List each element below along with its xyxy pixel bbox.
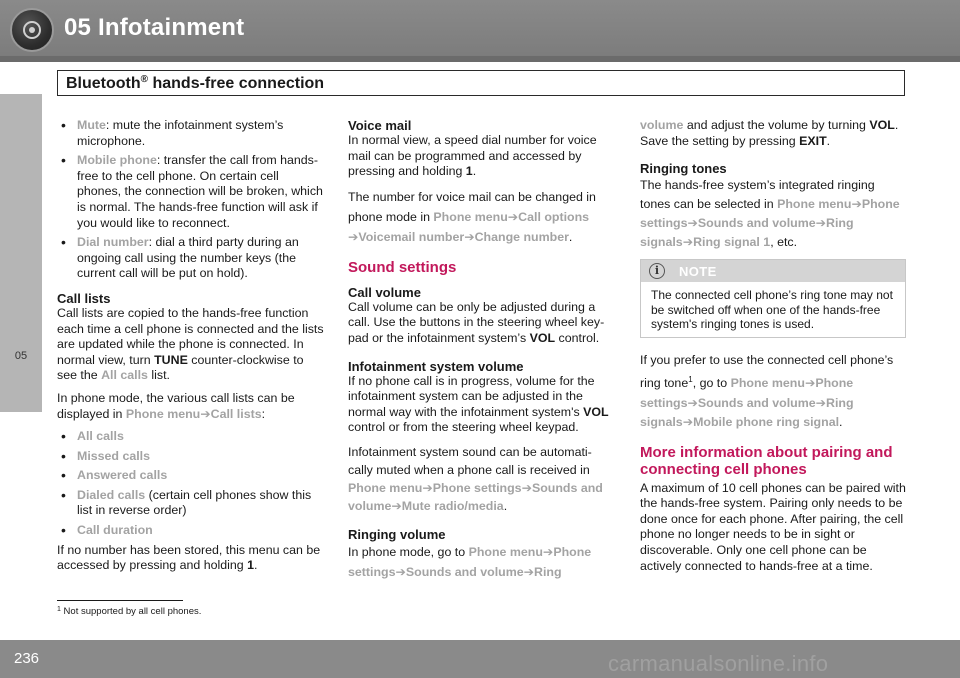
menu-term: Answered calls [77, 468, 168, 483]
arrow-right-icon: ➔ [391, 498, 402, 513]
text: In phone mode, the various call lists can be displayed in [57, 390, 295, 421]
list-item [57, 523, 325, 539]
call-lists-list [57, 429, 325, 539]
menu-term: Phone settings [640, 376, 854, 410]
text: . [839, 414, 843, 429]
call-volume-heading: Call volume [348, 284, 421, 300]
section-title [66, 74, 324, 93]
note-header [641, 260, 905, 282]
arrow-right-icon: ➔ [687, 216, 698, 231]
list-item [57, 468, 325, 484]
ringing-tones-heading: Ringing tones [640, 161, 727, 177]
arrow-right-icon: ➔ [687, 395, 698, 410]
menu-term: Ring [534, 564, 562, 579]
ringing-volume-paragraph [348, 542, 616, 582]
menu-term: Call duration [77, 523, 153, 538]
menu-term: Phone menu [468, 544, 543, 559]
list-item [57, 118, 325, 149]
menu-term: Sounds and volume [697, 395, 816, 410]
text: In phone mode, go to [348, 544, 469, 559]
list-item-text: : mute the infotainment system’s microphone. [77, 118, 284, 148]
key-1: 1 [247, 558, 255, 573]
menu-term: Sounds and volume [405, 564, 524, 579]
text: Infotainment system sound can be automati-cally muted when a phone call is received in [348, 444, 592, 477]
arrow-right-icon: ➔ [523, 564, 535, 579]
menu-term: Voicemail number [358, 229, 465, 244]
infotainment-volume-paragraph [348, 374, 616, 436]
menu-term: Call options [518, 209, 590, 224]
info-icon: i [649, 263, 665, 279]
menu-term: Phone menu [433, 209, 508, 224]
ringing-volume-heading: Ringing volume [348, 526, 446, 542]
key-1: 1 [465, 164, 473, 179]
more-information-heading: More information about pairing and connecting cell phones [640, 443, 893, 478]
menu-term-phone-menu: Phone menu [125, 406, 201, 421]
text: In normal view, a speed dial number for voice mail can be programmed and accessed by pressing and holding [348, 133, 597, 179]
arrow-right-icon: ➔ [851, 197, 862, 212]
list-item [57, 429, 325, 445]
menu-term-mobile-phone: Mobile phone [77, 153, 157, 168]
exit-control: EXIT [799, 133, 827, 148]
text: counter-clockwise to see the [57, 352, 304, 383]
arrow-right-icon: ➔ [815, 395, 827, 410]
ringing-tones-paragraph [640, 176, 906, 252]
text: Call volume can be only be adjusted during a call. Use the buttons in the steering wheel key-pad or the infotainment system’s [348, 299, 605, 345]
text: If you prefer to use the connected cell phone’s ring tone [640, 353, 894, 391]
column-1 [57, 118, 325, 581]
vol-control: VOL [583, 404, 609, 419]
call-lists-paragraph [57, 306, 325, 384]
text: The hands-free system’s integrated ringing tones can be selected in [640, 178, 875, 212]
text: . [568, 229, 573, 244]
footnote-text: Not supported by all cell phones. [60, 606, 202, 617]
infotainment-mute-paragraph [348, 443, 616, 515]
closing-paragraph [57, 543, 325, 574]
voice-mail-paragraph [348, 133, 616, 180]
menu-term: Dialed calls [77, 487, 146, 502]
text: , go to [692, 376, 731, 391]
arrow-right-icon: ➔ [521, 480, 532, 495]
text: . [472, 164, 477, 179]
footnote-rule [57, 600, 183, 601]
menu-term: Missed calls [77, 448, 151, 463]
arrow-right-icon: ➔ [542, 544, 554, 559]
arrow-right-icon: ➔ [815, 216, 827, 231]
section-title-main: Bluetooth [66, 75, 141, 92]
call-lists-heading: Call lists [57, 290, 111, 306]
voice-mail-heading: Voice mail [348, 118, 412, 133]
arrow-right-icon: ➔ [395, 564, 406, 579]
footnote-ref: 1 [688, 375, 693, 385]
menu-term: Phone menu [777, 197, 852, 212]
menu-term: Phone menu [348, 480, 423, 495]
text: control or from the steering wheel keypad. [348, 420, 579, 435]
note-body: The connected cell phone’s ring tone may not be switched off when one of the hands-free system's ringing tones is used. [651, 288, 893, 331]
text: and adjust the volume by turning [683, 118, 870, 132]
menu-term-dial-number: Dial number [77, 235, 149, 250]
menu-term: Phone settings [640, 197, 900, 231]
section-header [57, 70, 905, 96]
vol-control: VOL [869, 118, 895, 132]
text: . [503, 498, 508, 513]
arrow-right-icon: ➔ [422, 480, 433, 495]
text: . [826, 133, 831, 148]
menu-term: Phone settings [432, 480, 522, 495]
column-3 [640, 118, 906, 581]
chapter-side-tab [0, 94, 42, 412]
text: Call lists are copied to the hands-free function each time a cell phone is connected and the lists are updated while the phone is connected. In normal view, turn [57, 305, 324, 367]
preference-paragraph [640, 351, 906, 431]
arrow-right-icon: ➔ [348, 229, 359, 244]
menu-term: All calls [77, 429, 124, 444]
arrow-right-icon: ➔ [682, 235, 694, 250]
menu-term: Sounds and volume [348, 480, 603, 513]
text: . Save the setting by pressing [640, 118, 899, 148]
menu-term: Mute radio/media [401, 498, 504, 513]
column-2 [348, 118, 616, 589]
menu-term-call-lists: Call lists [210, 406, 262, 421]
note-title: NOTE [679, 264, 717, 280]
page-number: 236 [14, 650, 40, 667]
menu-term: Sounds and volume [697, 216, 816, 231]
header-strip [0, 56, 960, 62]
footnote-number: 1 [57, 606, 61, 613]
vol-control: VOL [529, 330, 556, 345]
chapter-title: 05 Infotainment [64, 14, 245, 41]
text: . [254, 558, 258, 573]
text: If no phone call is in progress, volume for the infotainment system can be adjusted in the normal way with the infotainment system's [348, 373, 595, 419]
list-item-text: (certain cell phones show this list in reverse order) [77, 487, 312, 518]
arrow-right-icon: ➔ [682, 414, 694, 429]
more-information-paragraph: A maximum of 10 cell phones can be paired with the hands-free system. Pairing only needs to be done once for each phone. After pairing, the cell phone no longer needs to be in sight or discoverable. Only one cell phone can be actively connected to hands-free at a time. [640, 480, 906, 573]
side-tab-label: 05 [14, 350, 28, 362]
menu-term-all-calls: All calls [101, 368, 148, 383]
arrow-right-icon: ➔ [464, 229, 475, 244]
footnote [57, 606, 201, 617]
call-options-list [57, 118, 325, 282]
cd-disc-icon [10, 8, 54, 52]
text: : [261, 406, 266, 421]
arrow-right-icon: ➔ [507, 209, 519, 224]
menu-term: Ring signals [640, 216, 854, 250]
list-item [57, 449, 325, 465]
text: list. [147, 368, 170, 383]
ringing-volume-continued [640, 118, 906, 149]
menu-term: Ring signal 1 [693, 235, 771, 250]
call-volume-paragraph [348, 300, 616, 347]
infotainment-volume-heading: Infotainment system volume [348, 358, 524, 374]
arrow-right-icon: ➔ [804, 376, 816, 391]
note-box [640, 259, 906, 338]
sound-settings-heading: Sound settings [348, 258, 457, 276]
list-item [57, 488, 325, 519]
list-item-text: : dial a third party during an ongoing call using the number keys (the current call will be put on hold). [77, 235, 299, 281]
list-item [57, 235, 325, 282]
text: , etc. [770, 235, 798, 250]
spacer [348, 276, 616, 285]
voice-mail-paragraph-2 [348, 187, 616, 247]
list-item-text: : transfer the call from hands-free to the cell phone. On certain cell phones, the connection will be broken, which is normal. The hands-free function will ask if you would like to reconnect. [77, 153, 323, 230]
registered-mark: ® [140, 74, 149, 85]
section-title-rest: hands-free connection [148, 75, 325, 92]
text: control. [555, 330, 600, 345]
menu-term: Phone settings [348, 544, 592, 579]
text: The number for voice mail can be changed in phone mode in [348, 189, 596, 224]
disc-hole [29, 27, 35, 33]
menu-term: Phone menu [730, 376, 805, 391]
call-lists-paragraph-2 [57, 391, 325, 422]
text: If no number has been stored, this menu can be accessed by pressing and holding [57, 542, 321, 573]
menu-term: Ring signals [640, 395, 854, 429]
menu-term: Change number [474, 229, 569, 244]
menu-term: volume [640, 118, 684, 132]
watermark: carmanualsonline.info [608, 651, 829, 676]
menu-term: Mobile phone ring signal [693, 414, 840, 429]
tune-control: TUNE [154, 352, 188, 367]
arrow-right-icon: ➔ [200, 406, 211, 421]
list-item [57, 153, 325, 231]
menu-term-mute: Mute [77, 118, 106, 132]
